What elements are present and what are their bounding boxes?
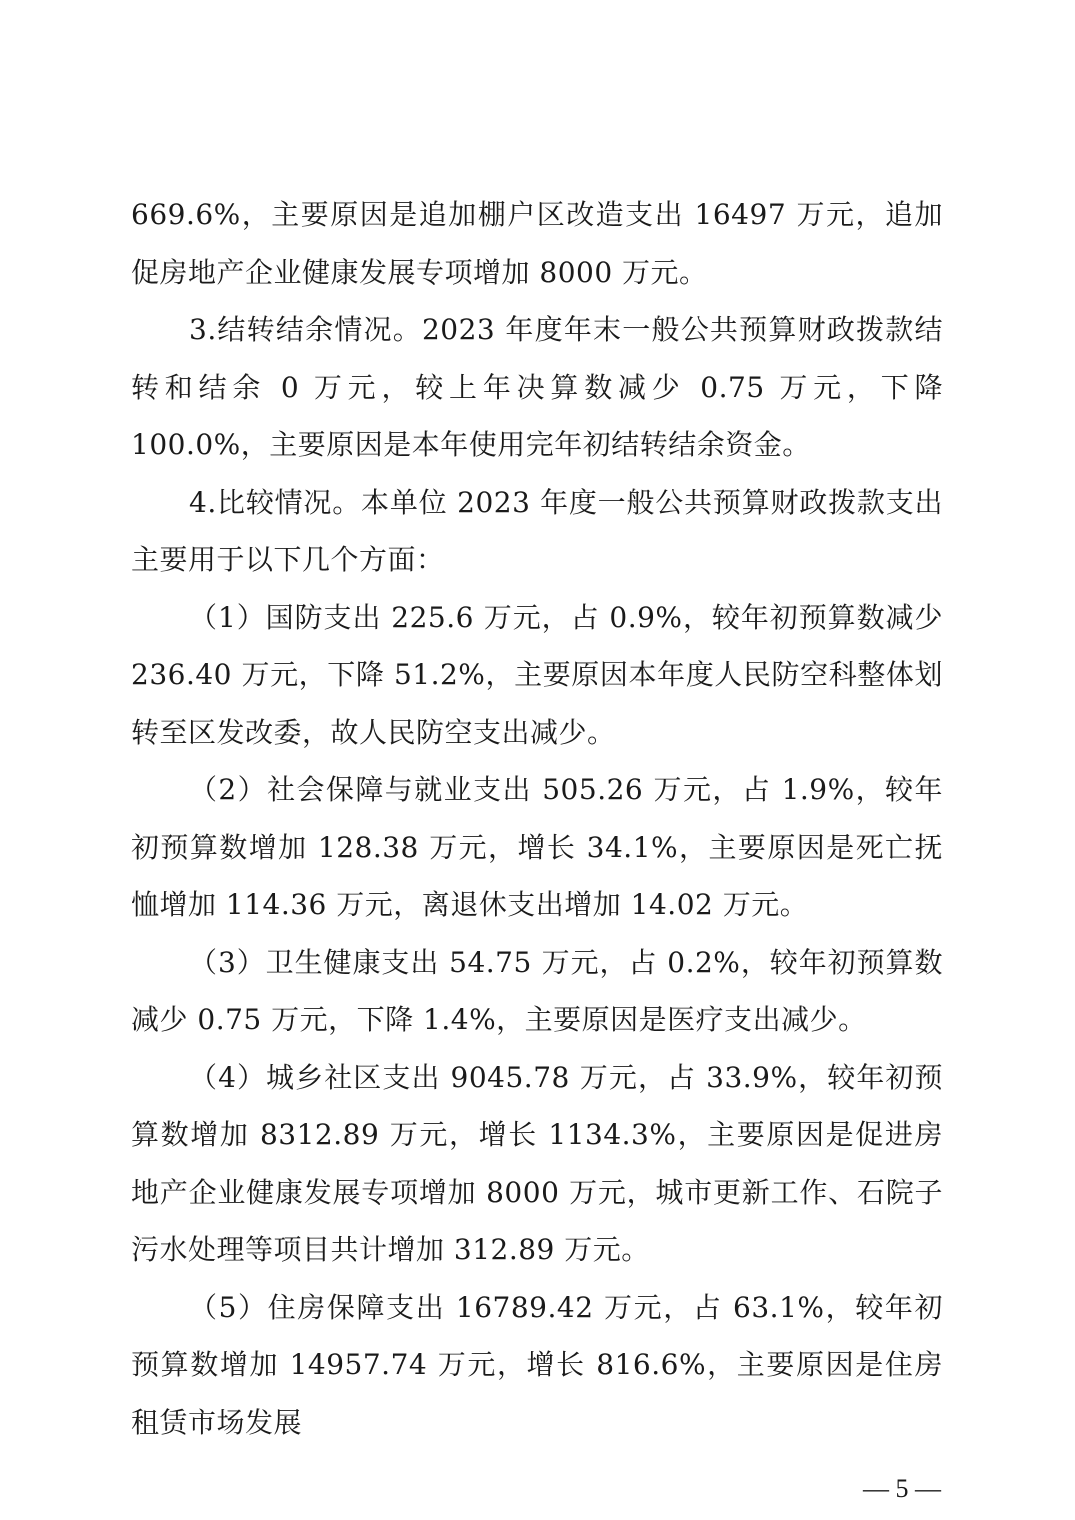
paragraph-item-4-urban-community: （4）城乡社区支出 9045.78 万元，占 33.9%，较年初预算数增加 8312.89 万元，增长 1134.3%，主要原因是促进房地产企业健康发展专项增加 8000 万元，城市更新工作、石院子污水处理等项目共计增加 312.89 万元。 bbox=[131, 1060, 943, 1266]
paragraph-carryover-balance: 3.结转结余情况。2023 年度年末一般公共预算财政拨款结转和结余 0 万元，较上年决算数减少 0.75 万元，下降 100.0%，主要原因是本年使用完年初结转结余资金。 bbox=[131, 313, 943, 461]
paragraph-item-3-health: （3）卫生健康支出 54.75 万元，占 0.2%，较年初预算数减少 0.75 万元，下降 1.4%，主要原因是医疗支出减少。 bbox=[131, 945, 943, 1036]
paragraph-continuation: 669.6%，主要原因是追加棚户区改造支出 16497 万元，追加促房地产企业健康发展专项增加 8000 万元。 bbox=[131, 198, 943, 289]
paragraph-comparison: 4.比较情况。本单位 2023 年度一般公共预算财政拨款支出主要用于以下几个方面： bbox=[131, 485, 943, 576]
paragraph-item-2-social-security: （2）社会保障与就业支出 505.26 万元，占 1.9%，较年初预算数增加 128.38 万元，增长 34.1%，主要原因是死亡抚恤增加 114.36 万元，离退休支出增加 14.02 万元。 bbox=[131, 773, 943, 921]
page-number: — 5 — bbox=[863, 1474, 941, 1503]
document-body bbox=[131, 186, 943, 1451]
paragraph-item-5-housing: （5）住房保障支出 16789.42 万元，占 63.1%，较年初预算数增加 14957.74 万元，增长 816.6%，主要原因是住房租赁市场发展 bbox=[131, 1290, 943, 1439]
paragraph-item-1-defense: （1）国防支出 225.6 万元，占 0.9%，较年初预算数减少 236.40 万元，下降 51.2%，主要原因本年度人民防空科整体划转至区发改委，故人民防空支出减少。 bbox=[131, 600, 943, 749]
